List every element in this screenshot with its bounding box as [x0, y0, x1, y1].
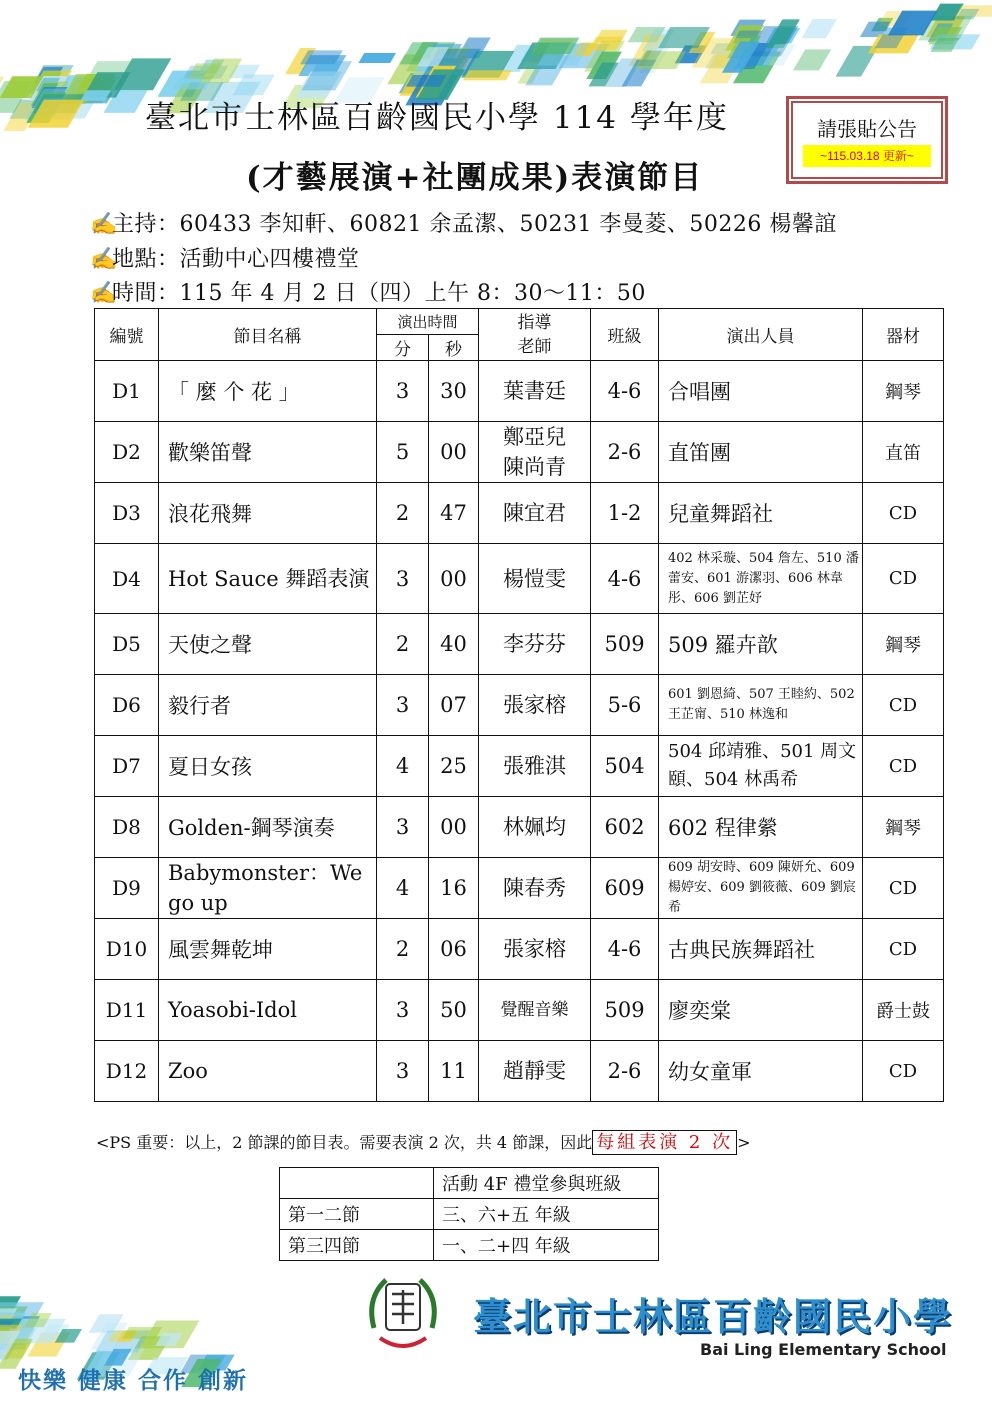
header-name: 節目名稱	[159, 309, 377, 361]
program-no: D11	[95, 980, 159, 1041]
program-name: Yoasobi-Idol	[159, 980, 377, 1041]
program-name: 毅行者	[159, 675, 377, 736]
program-row	[95, 980, 944, 1041]
program-performers: 504 邱靖雅、501 周文頤、504 林禹希	[659, 736, 863, 797]
host-line	[90, 207, 837, 238]
program-seconds: 50	[429, 980, 479, 1041]
program-equipment: CD	[863, 919, 944, 980]
program-seconds: 00	[429, 797, 479, 858]
host-text: 主持：60433 李知軒、60821 余孟潔、50231 李曼菱、50226 楊馨誼	[112, 212, 837, 237]
program-row	[95, 361, 944, 422]
program-class: 2-6	[591, 1041, 659, 1102]
header-performers: 演出人員	[659, 309, 863, 361]
session-classes: 一、二+四 年級	[434, 1230, 659, 1261]
program-row	[95, 736, 944, 797]
program-name: 歡樂笛聲	[159, 422, 377, 483]
time-line	[90, 276, 646, 307]
program-performers: 古典民族舞蹈社	[659, 919, 863, 980]
program-no: D5	[95, 614, 159, 675]
place-line	[90, 242, 360, 273]
program-teacher: 陳春秀	[479, 858, 591, 919]
program-name: Babymonster：We go up	[159, 858, 377, 919]
session-table	[279, 1167, 659, 1261]
program-name: 夏日女孩	[159, 736, 377, 797]
program-seconds: 25	[429, 736, 479, 797]
program-performers: 609 胡安時、609 陳妍允、609 楊婷安、609 劉筱薇、609 劉宸希	[659, 858, 863, 919]
program-equipment: CD	[863, 483, 944, 544]
program-row	[95, 422, 944, 483]
program-teacher: 張雅淇	[479, 736, 591, 797]
pen-icon: ✍	[90, 247, 118, 272]
program-seconds: 11	[429, 1041, 479, 1102]
program-teacher: 李芬芬	[479, 614, 591, 675]
program-no: D8	[95, 797, 159, 858]
school-slogan: 快樂 健康 合作 創新	[18, 1368, 249, 1394]
program-performers: 兒童舞蹈社	[659, 483, 863, 544]
program-name: Golden-鋼琴演奏	[159, 797, 377, 858]
ps-highlight: 每組表演 2 次	[592, 1130, 737, 1155]
program-class: 609	[591, 858, 659, 919]
program-seconds: 00	[429, 544, 479, 614]
ps-note	[96, 1128, 751, 1154]
program-no: D7	[95, 736, 159, 797]
program-minutes: 5	[377, 422, 429, 483]
program-row	[95, 858, 944, 919]
program-equipment: 鋼琴	[863, 614, 944, 675]
notice-label: 請張貼公告	[817, 119, 917, 141]
ps-prefix: <PS 重要：以上，2 節課的節目表。需要表演 2 次，共 4 節課，因此	[96, 1133, 593, 1152]
program-equipment: 鋼琴	[863, 361, 944, 422]
program-performers: 602 程律縈	[659, 797, 863, 858]
program-class: 4-6	[591, 919, 659, 980]
header-sec: 秒	[429, 335, 479, 361]
program-row	[95, 614, 944, 675]
program-minutes: 3	[377, 544, 429, 614]
program-equipment: CD	[863, 675, 944, 736]
program-seconds: 00	[429, 422, 479, 483]
program-seconds: 30	[429, 361, 479, 422]
program-no: D3	[95, 483, 159, 544]
program-seconds: 06	[429, 919, 479, 980]
program-teacher: 林姵均	[479, 797, 591, 858]
program-no: D12	[95, 1041, 159, 1102]
program-performers: 509 羅卉歆	[659, 614, 863, 675]
program-no: D10	[95, 919, 159, 980]
pen-icon: ✍	[90, 281, 118, 306]
session-header: 活動 4F 禮堂參與班級	[434, 1168, 659, 1199]
program-equipment: 爵士鼓	[863, 980, 944, 1041]
program-equipment: CD	[863, 544, 944, 614]
program-equipment: 直笛	[863, 422, 944, 483]
program-teacher: 張家榕	[479, 675, 591, 736]
program-performers: 直笛團	[659, 422, 863, 483]
program-class: 2-6	[591, 422, 659, 483]
program-teacher: 張家榕	[479, 919, 591, 980]
program-row	[95, 544, 944, 614]
program-teacher: 葉書廷	[479, 361, 591, 422]
program-class: 4-6	[591, 544, 659, 614]
session-period: 第三四節	[280, 1230, 434, 1261]
program-minutes: 2	[377, 919, 429, 980]
program-seconds: 47	[429, 483, 479, 544]
program-teacher: 覺醒音樂	[479, 980, 591, 1041]
program-performers: 合唱團	[659, 361, 863, 422]
session-row	[280, 1230, 659, 1261]
program-minutes: 2	[377, 483, 429, 544]
program-minutes: 3	[377, 675, 429, 736]
program-equipment: CD	[863, 736, 944, 797]
program-row	[95, 797, 944, 858]
program-minutes: 3	[377, 1041, 429, 1102]
program-class: 4-6	[591, 361, 659, 422]
session-row	[280, 1199, 659, 1230]
page-subtitle: (才藝展演+社團成果)表演節目	[246, 160, 704, 196]
program-equipment: 鋼琴	[863, 797, 944, 858]
program-performers: 402 林采璇、504 詹左、510 潘蕾安、601 游潔羽、606 林韋彤、606 劉芷妤	[659, 544, 863, 614]
session-header-empty	[280, 1168, 434, 1199]
program-class: 5-6	[591, 675, 659, 736]
program-performers: 601 劉恩綺、507 王睦約、502 王芷甯、510 林逸和	[659, 675, 863, 736]
program-performers: 廖奕棠	[659, 980, 863, 1041]
program-class: 602	[591, 797, 659, 858]
program-minutes: 3	[377, 797, 429, 858]
program-name: Hot Sauce 舞蹈表演	[159, 544, 377, 614]
session-classes: 三、六+五 年級	[434, 1199, 659, 1230]
ps-suffix: >	[737, 1133, 751, 1152]
header-no: 編號	[95, 309, 159, 361]
program-teacher: 鄭亞兒 陳尚青	[479, 422, 591, 483]
program-no: D2	[95, 422, 159, 483]
program-no: D6	[95, 675, 159, 736]
program-teacher: 陳宜君	[479, 483, 591, 544]
program-performers: 幼女童軍	[659, 1041, 863, 1102]
program-minutes: 3	[377, 361, 429, 422]
program-teacher: 楊愷雯	[479, 544, 591, 614]
program-class: 1-2	[591, 483, 659, 544]
program-minutes: 4	[377, 736, 429, 797]
program-seconds: 40	[429, 614, 479, 675]
program-minutes: 3	[377, 980, 429, 1041]
program-seconds: 07	[429, 675, 479, 736]
header-equipment: 器材	[863, 309, 944, 361]
program-no: D4	[95, 544, 159, 614]
place-text: 地點：活動中心四樓禮堂	[112, 247, 360, 272]
pen-icon: ✍	[90, 212, 118, 237]
program-minutes: 2	[377, 614, 429, 675]
posting-notice-box	[786, 96, 948, 184]
program-row	[95, 1041, 944, 1102]
time-text: 時間：115 年 4 月 2 日（四）上午 8：30～11：50	[112, 281, 646, 306]
program-row	[95, 919, 944, 980]
program-equipment: CD	[863, 858, 944, 919]
header-teacher: 指導 老師	[479, 309, 591, 361]
program-row	[95, 483, 944, 544]
program-name: Zoo	[159, 1041, 377, 1102]
program-teacher: 趙靜雯	[479, 1041, 591, 1102]
school-english-name: Bai Ling Elementary School	[700, 1340, 947, 1359]
program-equipment: CD	[863, 1041, 944, 1102]
school-logo-name: 臺北市士林區百齡國民小學	[473, 1295, 954, 1339]
header-class: 班級	[591, 309, 659, 361]
program-no: D1	[95, 361, 159, 422]
program-table	[94, 308, 944, 1102]
session-period: 第一二節	[280, 1199, 434, 1230]
program-name: 浪花飛舞	[159, 483, 377, 544]
notice-update-date: ~115.03.18 更新~	[803, 145, 931, 167]
header-min: 分	[377, 335, 429, 361]
program-class: 509	[591, 614, 659, 675]
program-class: 504	[591, 736, 659, 797]
program-class: 509	[591, 980, 659, 1041]
program-name: 「 麼 个 花 」	[159, 361, 377, 422]
program-row	[95, 675, 944, 736]
program-no: D9	[95, 858, 159, 919]
header-duration: 演出時間	[377, 309, 479, 335]
program-minutes: 4	[377, 858, 429, 919]
program-name: 天使之聲	[159, 614, 377, 675]
school-emblem-icon	[366, 1268, 440, 1352]
page-title: 臺北市士林區百齡國民小學 114 學年度	[145, 100, 729, 136]
program-name: 風雲舞乾坤	[159, 919, 377, 980]
program-seconds: 16	[429, 858, 479, 919]
